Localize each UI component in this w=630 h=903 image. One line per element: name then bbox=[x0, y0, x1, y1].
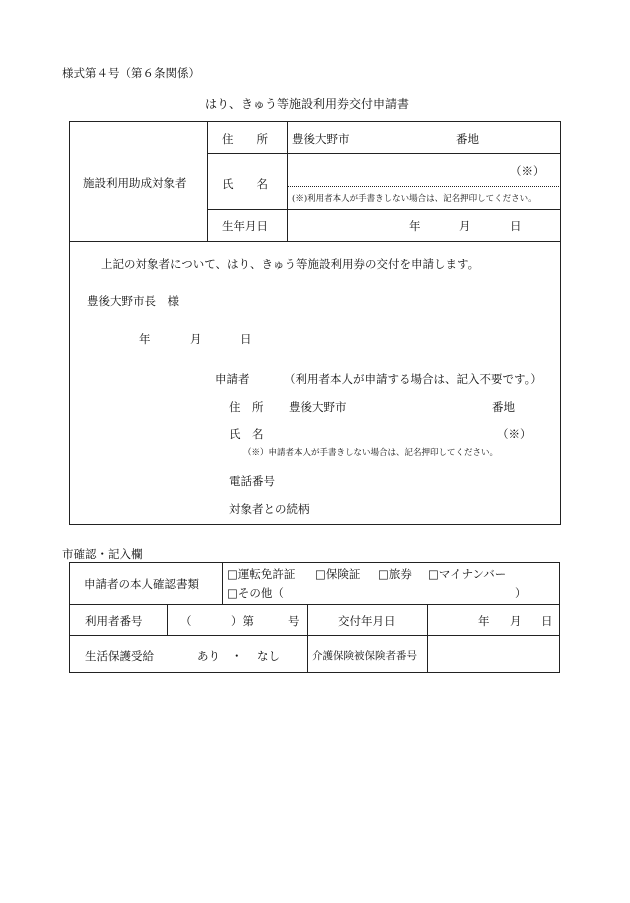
city-section-heading: 市確認・記入欄 bbox=[62, 547, 143, 561]
applicant-note: （利用者本人が申請する場合は、記入不要です。） bbox=[284, 372, 542, 386]
application-date-day: 日 bbox=[240, 332, 252, 346]
applicant-relation-label: 対象者との続柄 bbox=[229, 502, 310, 516]
application-date-year: 年 bbox=[139, 332, 151, 346]
applicant-label: 申請者 bbox=[215, 372, 250, 386]
applicant-name-label: 氏 名 bbox=[229, 427, 264, 441]
id-doc-passport: □旅券 bbox=[378, 567, 412, 581]
form-title: はり、きゅう等施設利用券交付申請書 bbox=[205, 97, 410, 111]
subject-address-city: 豊後大野市 bbox=[292, 132, 350, 146]
applicant-name-note: （※）申請者本人が手書きしない場合は、記名押印してください。 bbox=[243, 448, 499, 458]
id-doc-drivers-license: □運転免許証 bbox=[227, 567, 296, 581]
form-number: 様式第４号（第６条関係） bbox=[62, 66, 200, 80]
welfare-label: 生活保護受給 bbox=[85, 649, 154, 663]
care-insurance-number-label: 介護保険被保険者番号 bbox=[312, 650, 417, 662]
issue-date-year: 年 bbox=[478, 614, 490, 628]
welfare-no: なし bbox=[257, 649, 280, 663]
id-docs-label: 申請者の本人確認書類 bbox=[84, 577, 199, 591]
subject-group-label: 施設利用助成対象者 bbox=[83, 176, 187, 190]
subject-name-label: 氏 名 bbox=[222, 177, 268, 191]
birthdate-day: 日 bbox=[510, 219, 522, 233]
applicant-address-city: 豊後大野市 bbox=[289, 400, 347, 414]
issue-date-day: 日 bbox=[541, 614, 553, 628]
subject-address-label: 住 所 bbox=[222, 132, 268, 146]
subject-name-note: (※)利用者本人が手書きしない場合は、記名押印してください。 bbox=[292, 194, 537, 204]
user-number-label: 利用者番号 bbox=[85, 614, 143, 628]
subject-address-banchi: 番地 bbox=[456, 132, 479, 146]
application-date-month: 月 bbox=[190, 332, 202, 346]
id-doc-my-number: □マイナンバー bbox=[428, 567, 507, 581]
applicant-address-label: 住 所 bbox=[229, 400, 264, 414]
user-number-suffix: 号 bbox=[288, 614, 300, 628]
applicant-phone-label: 電話番号 bbox=[229, 474, 275, 488]
addressee: 豊後大野市長 様 bbox=[87, 294, 179, 308]
issue-date-label: 交付年月日 bbox=[338, 614, 396, 628]
applicant-name-mark: （※） bbox=[497, 427, 532, 441]
welfare-yes: あり bbox=[197, 649, 220, 663]
id-doc-other: □その他（ bbox=[227, 586, 284, 600]
birthdate-year: 年 bbox=[409, 219, 421, 233]
birthdate-month: 月 bbox=[459, 219, 471, 233]
welfare-separator: ・ bbox=[231, 649, 243, 663]
id-doc-other-close: ） bbox=[515, 586, 527, 600]
issue-date-month: 月 bbox=[510, 614, 522, 628]
user-number-open: （ bbox=[180, 614, 192, 628]
user-number-close: ）第 bbox=[231, 614, 254, 628]
birthdate-label: 生年月日 bbox=[222, 219, 268, 233]
applicant-address-banchi: 番地 bbox=[492, 400, 515, 414]
application-statement: 上記の対象者について、はり、きゅう等施設利用券の交付を申請します。 bbox=[101, 257, 480, 271]
id-doc-insurance-card: □保険証 bbox=[315, 567, 361, 581]
subject-name-mark: （※） bbox=[510, 164, 545, 178]
